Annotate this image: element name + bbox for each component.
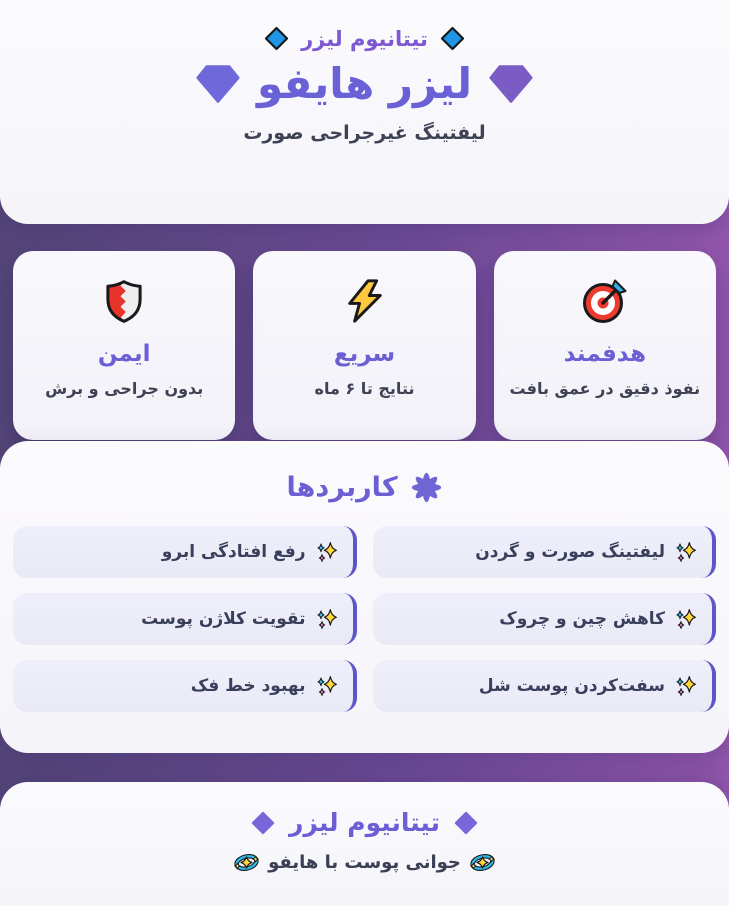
gem-icon — [488, 63, 534, 104]
sparkles-icon — [315, 607, 339, 631]
applications-heading: کاربردها — [286, 472, 398, 503]
application-label: رفع افتادگی ابرو — [161, 542, 306, 562]
feature-title: ایمن — [97, 341, 151, 367]
application-chip — [13, 660, 357, 712]
brand-row — [264, 26, 465, 51]
feature-subtitle: بدون جراحی و برش — [45, 379, 204, 398]
blue-diamond-icon — [440, 26, 465, 51]
feature-subtitle: نتایج تا ۶ ماه — [314, 379, 415, 398]
feature-title: هدفمند — [563, 341, 647, 367]
applications-section — [0, 441, 729, 753]
gem-icon — [195, 63, 241, 104]
feature-card-targeted — [494, 251, 716, 440]
application-label: تقویت کلاژن پوست — [141, 609, 306, 629]
application-label: بهبود خط فک — [190, 676, 306, 696]
features-band — [0, 198, 729, 467]
target-icon — [581, 277, 629, 325]
application-chip — [373, 526, 717, 578]
footer-tagline-row — [234, 850, 495, 875]
footer-section — [0, 782, 729, 906]
feature-card-safe — [13, 251, 235, 440]
purple-diamond-icon — [454, 811, 478, 835]
blue-diamond-icon — [264, 26, 289, 51]
feature-subtitle: نفوذ دقیق در عمق بافت — [509, 379, 701, 398]
application-chip — [13, 593, 357, 645]
sparkles-icon — [315, 674, 339, 698]
purple-diamond-icon — [251, 811, 275, 835]
dizzy-icon — [234, 850, 259, 875]
footer-brand: تیتانیوم لیزر — [289, 808, 441, 837]
dizzy-icon — [470, 850, 495, 875]
title-row — [195, 59, 534, 108]
page-title: لیزر هایفو — [256, 59, 473, 108]
application-label: سفت‌کردن پوست شل — [478, 676, 665, 696]
application-chip — [373, 593, 717, 645]
footer-tagline: جوانی پوست با هایفو — [268, 852, 461, 873]
sparkles-icon — [674, 540, 698, 564]
header-section — [0, 0, 729, 224]
lightning-icon — [343, 277, 387, 325]
shield-icon — [103, 277, 145, 325]
application-chip — [13, 526, 357, 578]
brand-title: تیتانیوم لیزر — [301, 26, 428, 51]
application-label: لیفتینگ صورت و گردن — [475, 542, 665, 562]
sparkles-icon — [674, 674, 698, 698]
applications-heading-row — [286, 471, 442, 504]
sparkles-icon — [315, 540, 339, 564]
feature-card-fast — [253, 251, 475, 440]
application-label: کاهش چین و چروک — [499, 609, 665, 629]
feature-title: سریع — [333, 341, 396, 367]
page-subtitle: لیفتینگ غیرجراحی صورت — [243, 122, 486, 144]
features-row — [0, 198, 729, 440]
footer-brand-row — [251, 808, 478, 837]
sparkles-icon — [674, 607, 698, 631]
applications-grid — [0, 526, 729, 712]
application-chip — [373, 660, 717, 712]
burst-icon — [410, 471, 443, 504]
